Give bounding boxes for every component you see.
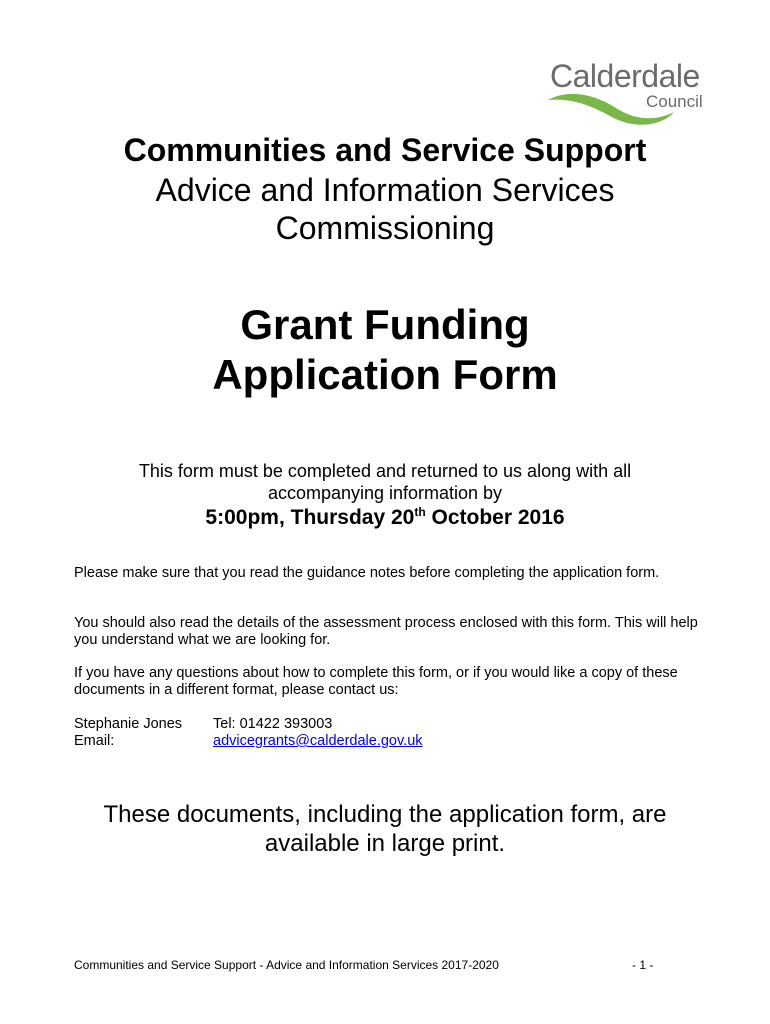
form-title-line1: Grant Funding xyxy=(240,301,530,348)
logo-subword: Council xyxy=(646,92,703,111)
logo-wordmark: Calderdale xyxy=(550,58,700,94)
page-footer: Communities and Service Support - Advice and Information Services 2017-2020 xyxy=(74,958,499,972)
questions-paragraph: If you have any questions about how to complete this form, or if you would like a copy of these documents in a different format, please contact us: xyxy=(74,665,678,698)
service-subheading-line1: Advice and Information Services xyxy=(155,172,615,208)
calderdale-council-logo xyxy=(546,58,712,124)
deadline xyxy=(0,505,770,530)
form-title-line2: Application Form xyxy=(212,351,558,398)
contact-tel: Tel: 01422 393003 xyxy=(213,716,333,732)
page-number: - 1 - xyxy=(632,958,654,972)
service-subheading-line2: Commissioning xyxy=(275,210,495,246)
email-link[interactable]: advicegrants@calderdale.gov.uk xyxy=(213,733,423,749)
intro-line1: This form must be completed and returned to us along with all xyxy=(138,461,632,481)
department-heading: Communities and Service Support xyxy=(123,132,647,168)
form-title xyxy=(0,300,770,400)
assessment-paragraph: You should also read the details of the assessment process enclosed with this form. This will help you understand what we are looking for. xyxy=(74,615,698,648)
deadline-prefix: 5:00pm, Thursday 20 xyxy=(205,506,415,529)
large-print-notice xyxy=(0,800,770,858)
large-print-line2: available in large print. xyxy=(264,830,506,857)
service-subheading xyxy=(0,171,770,247)
deadline-ordinal: th xyxy=(414,505,426,519)
email-label: Email: xyxy=(74,733,115,749)
large-print-line1: These documents, including the application form, are xyxy=(103,801,667,828)
contact-name: Stephanie Jones xyxy=(74,716,183,732)
guidance-paragraph: Please make sure that you read the guidance notes before completing the application form. xyxy=(74,565,660,581)
deadline-suffix: October 2016 xyxy=(425,506,565,529)
intro-line2: accompanying information by xyxy=(267,483,503,503)
intro-text xyxy=(0,460,770,504)
